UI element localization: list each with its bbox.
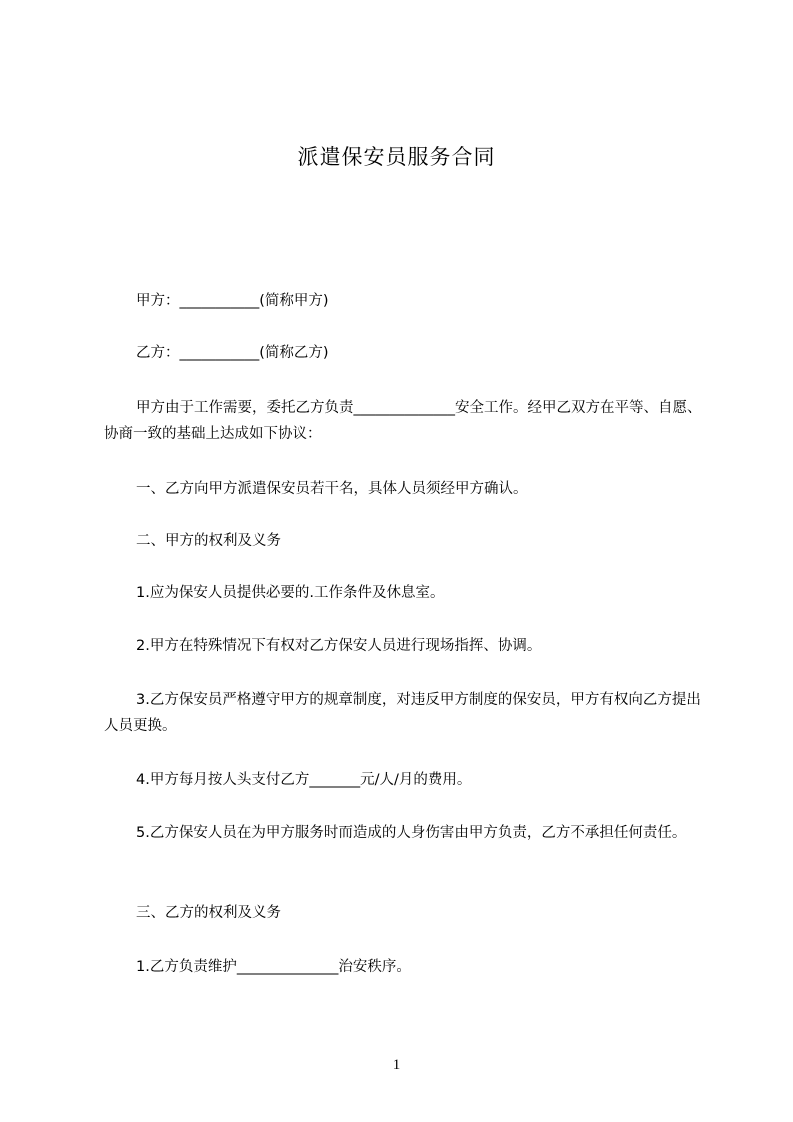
party-a-item-5	[104, 820, 712, 846]
item-text: 1.应为保安人员提供必要的.工作条件及休息室。	[136, 585, 445, 601]
intro-text: 甲方由于工作需要，委托乙方负责______________安全工作。经甲乙双方在平等、自愿、协商一致的基础上达成如下协议：	[104, 400, 702, 442]
party-b-item-1	[104, 954, 712, 980]
section-heading-text: 三、乙方的权利及义务	[136, 905, 281, 921]
party-a-item-3	[104, 687, 712, 739]
party-b-text: 乙方：___________(简称乙方)	[136, 345, 329, 361]
party-a-item-4	[104, 767, 712, 793]
item-text: 2.甲方在特殊情况下有权对乙方保安人员进行现场指挥、协调。	[136, 638, 542, 654]
party-a-item-2	[104, 633, 712, 659]
item-text: 5.乙方保安人员在为甲方服务时而造成的人身伤害由甲方负责，乙方不承担任何责任。	[136, 825, 687, 841]
party-a-line	[104, 288, 712, 314]
item-text: 1.乙方负责维护______________治安秩序。	[136, 959, 411, 975]
section-heading-party-b	[104, 900, 712, 926]
clause-1	[104, 476, 712, 502]
page-number: 1	[392, 1057, 401, 1073]
item-text: 3.乙方保安员严格遵守甲方的规章制度，对违反甲方制度的保安员，甲方有权向乙方提出人员更换。	[104, 692, 701, 734]
intro-paragraph	[104, 395, 712, 447]
party-a-text: 甲方：___________(简称甲方)	[136, 293, 329, 309]
section-heading-text: 二、甲方的权利及义务	[136, 533, 281, 549]
document-title: 派遣保安员服务合同	[297, 145, 496, 169]
item-text: 4.甲方每月按人头支付乙方_______元/人/月的费用。	[136, 772, 472, 788]
party-a-item-1	[104, 580, 712, 606]
clause-1-text: 一、乙方向甲方派遣保安员若干名，具体人员须经甲方确认。	[136, 481, 528, 497]
party-b-line	[104, 340, 712, 366]
section-heading-party-a	[104, 528, 712, 554]
